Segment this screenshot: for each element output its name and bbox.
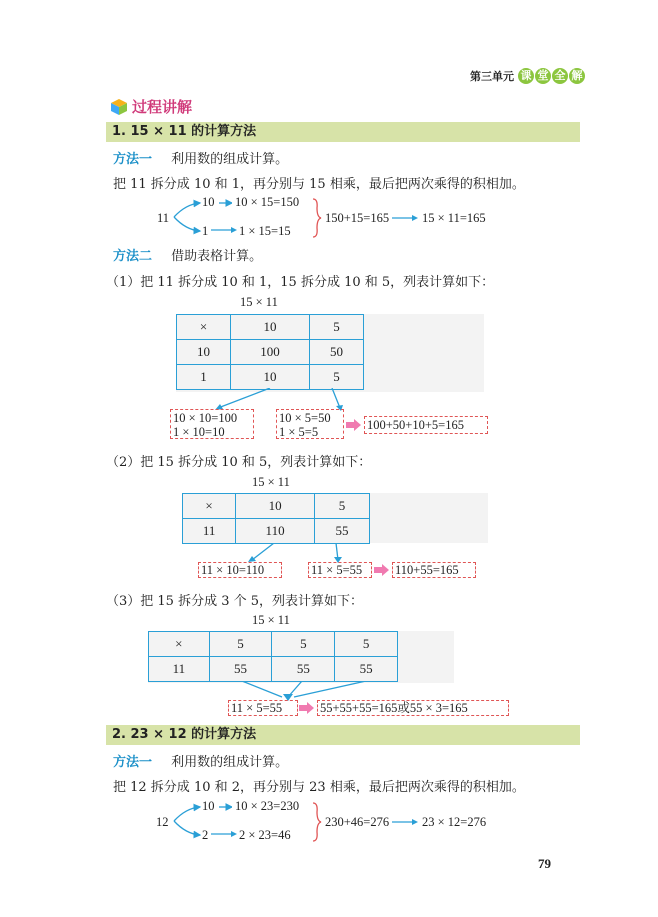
arrow-icon: [211, 829, 237, 839]
method-label: 方法二: [113, 249, 153, 264]
table-cell: ×: [177, 315, 231, 340]
method-desc: 利用数的组成计算。: [171, 152, 289, 167]
pink-arrow-icon: [299, 702, 315, 714]
branch-2: 1: [202, 224, 209, 238]
tree-result: 23 × 12=276: [422, 815, 487, 829]
table-cell: ×: [183, 494, 236, 519]
table-3: [148, 631, 398, 682]
branch-2-eq: 2 × 23=46: [239, 828, 291, 842]
table2-arrows: [200, 543, 360, 563]
method-desc: 借助表格计算。: [171, 249, 263, 264]
table-cell: 5: [310, 365, 364, 390]
product-box-5: 11 × 5=55: [228, 700, 298, 716]
product-line: 1 × 10=10: [173, 425, 225, 439]
table-cell: 5: [310, 315, 364, 340]
part1-method2: [113, 245, 262, 264]
badge-char: 解: [569, 68, 585, 84]
badge-char: 堂: [535, 68, 551, 84]
sub3-result: 55+55+55=165或55 × 3=165: [317, 700, 509, 716]
branch-1: 10: [202, 195, 215, 209]
method-desc: 利用数的组成计算。: [171, 755, 289, 770]
sub2-text: （2）把 15 拆分成 10 和 5，列表计算如下：: [106, 455, 372, 470]
branch-2: 2: [202, 828, 209, 842]
tree-sum: 230+46=276: [325, 815, 390, 829]
table3-arrows: [230, 681, 390, 701]
table-cell: 5: [209, 632, 272, 657]
table-cell: 10: [230, 315, 309, 340]
part2-m1-text: 把 12 拆分成 10 和 2，再分别与 23 相乘，最后把两次乘得的积相加。: [113, 780, 525, 795]
table-cell: 11: [149, 657, 210, 682]
arrow-icon: [392, 213, 418, 223]
table-cell: 50: [310, 340, 364, 365]
part1-heading: 1. 15 × 11 的计算方法: [106, 122, 580, 142]
branch-1-eq: 10 × 15=150: [235, 195, 300, 209]
arrow-icon: [392, 817, 418, 827]
table-cell: 110: [236, 519, 315, 544]
product-box-4: 11 × 5=55: [308, 562, 372, 578]
tree-result: 15 × 11=165: [422, 211, 486, 225]
section-title: [110, 96, 192, 117]
method-label: 方法一: [113, 755, 153, 770]
table-cell: 1: [177, 365, 231, 390]
table-cell: ×: [149, 632, 210, 657]
badge-char: 全: [552, 68, 568, 84]
table-cell: 10: [177, 340, 231, 365]
method-label: 方法一: [113, 152, 153, 167]
branch-1-eq: 10 × 23=230: [235, 799, 300, 813]
table-cell: 10: [230, 365, 309, 390]
part2-method1: [113, 751, 288, 770]
table-cell: 55: [335, 657, 398, 682]
branch-2-eq: 1 × 15=15: [239, 224, 291, 238]
table2-title: 15 × 11: [252, 475, 290, 489]
table1-title: 15 × 11: [240, 295, 278, 309]
tree-sum: 150+15=165: [325, 211, 390, 225]
pink-arrow-icon: [374, 564, 390, 576]
part1-m1-text: 把 11 拆分成 10 和 1，再分别与 15 相乘，最后把两次乘得的积相加。: [113, 177, 525, 192]
product-line: 10 × 5=50: [279, 411, 331, 425]
branch-1: 10: [202, 799, 215, 813]
product-box-2: [276, 409, 344, 439]
brace-icon: [312, 198, 322, 238]
table-cell: 100: [230, 340, 309, 365]
product-box-1: [170, 409, 254, 439]
unit-badge: [517, 68, 585, 84]
table3-title: 15 × 11: [252, 613, 290, 627]
sub1-result: 100+50+10+5=165: [364, 416, 488, 434]
table-cell: 10: [236, 494, 315, 519]
table-cell: 55: [209, 657, 272, 682]
table-1: [176, 314, 364, 390]
sub3-text: （3）把 15 拆分成 3 个 5，列表计算如下：: [106, 594, 364, 609]
product-line: 1 × 5=5: [279, 425, 319, 439]
arrow-icon: [211, 225, 237, 235]
product-box-3: 11 × 10=110: [198, 562, 282, 578]
badge-char: 课: [518, 68, 534, 84]
page-number: 79: [538, 856, 551, 871]
sub2-result: 110+55=165: [392, 562, 476, 578]
pink-arrow-icon: [346, 419, 362, 431]
tree-root: 12: [156, 815, 169, 829]
table-cell: 55: [272, 657, 335, 682]
section-title-text: 过程讲解: [132, 98, 193, 116]
table-cell: 5: [314, 494, 369, 519]
brace-icon: [312, 802, 322, 842]
table-2: [182, 493, 370, 544]
table-cell: 11: [183, 519, 236, 544]
unit-label: 第三单元: [470, 70, 514, 83]
sub1-text: （1）把 11 拆分成 10 和 1，15 拆分成 10 和 5，列表计算如下：: [106, 275, 495, 290]
product-line: 10 × 10=100: [173, 411, 238, 425]
table-cell: 55: [314, 519, 369, 544]
part1-method1: [113, 148, 288, 167]
unit-header: [470, 68, 585, 84]
cube-icon: [110, 98, 128, 116]
tree-root: 11: [157, 211, 170, 225]
table-cell: 5: [272, 632, 335, 657]
part2-heading: 2. 23 × 12 的计算方法: [106, 725, 580, 745]
table-cell: 5: [335, 632, 398, 657]
